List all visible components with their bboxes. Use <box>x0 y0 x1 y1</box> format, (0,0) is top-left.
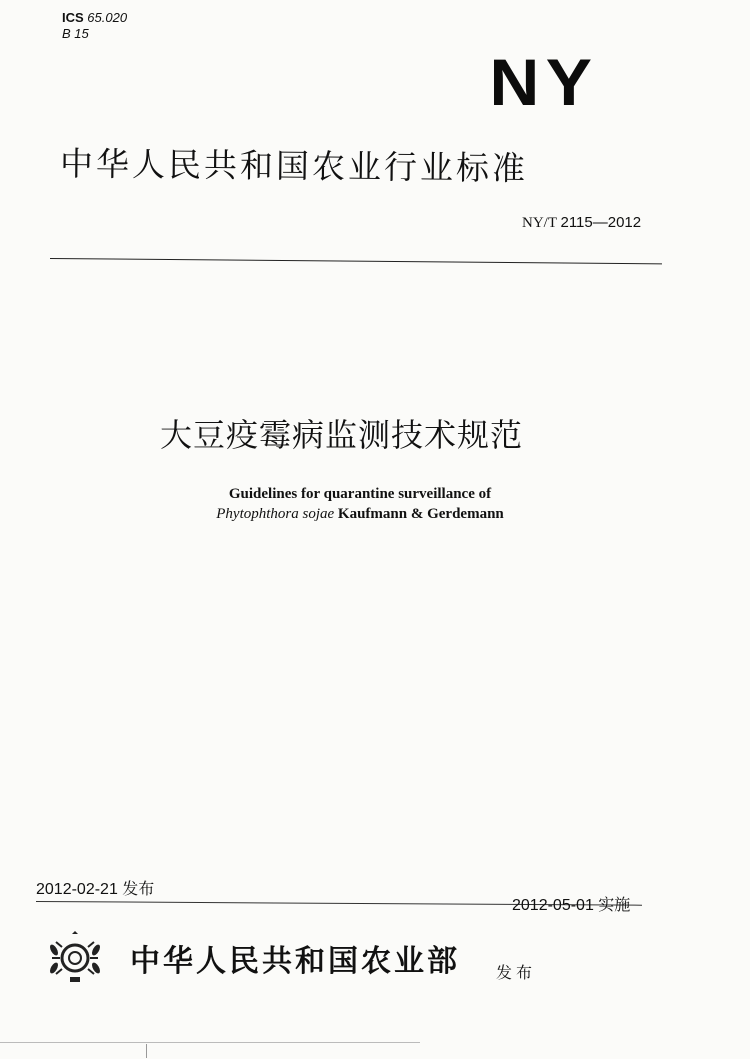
document-title-cn: 大豆疫霉病监测技术规范 <box>160 416 524 454</box>
header-divider <box>50 258 662 264</box>
ny-logo: NY <box>489 45 599 119</box>
ccs-code: B 15 <box>62 26 89 41</box>
title-en-authors: Kaufmann & Gerdemann <box>337 506 504 522</box>
standard-code-number: 2115—2012 <box>560 214 642 231</box>
ics-code: 65.020 <box>87 10 128 25</box>
standard-code-prefix: NY/T <box>522 215 557 231</box>
document-title-en <box>120 484 600 524</box>
bottom-edge-line <box>0 1042 420 1043</box>
implementation-date: 2012-05-01 实施 <box>512 897 631 914</box>
title-en-line1: Guidelines for quarantine surveillance of <box>228 486 492 502</box>
standard-number <box>522 214 641 232</box>
issue-date: 2012-02-21 发布 <box>36 881 155 898</box>
issuing-ministry: 中华人民共和国农业部 <box>130 944 460 979</box>
classification-codes <box>62 10 127 42</box>
standard-category-title: 中华人民共和国农业行业标准 <box>59 144 529 188</box>
title-en-species: Phytophthora sojae <box>216 506 335 522</box>
bottom-edge-tick <box>146 1044 147 1058</box>
ics-label: ICS <box>62 10 84 25</box>
ministry-emblem-icon <box>44 930 106 986</box>
publish-label: 发布 <box>496 963 537 982</box>
